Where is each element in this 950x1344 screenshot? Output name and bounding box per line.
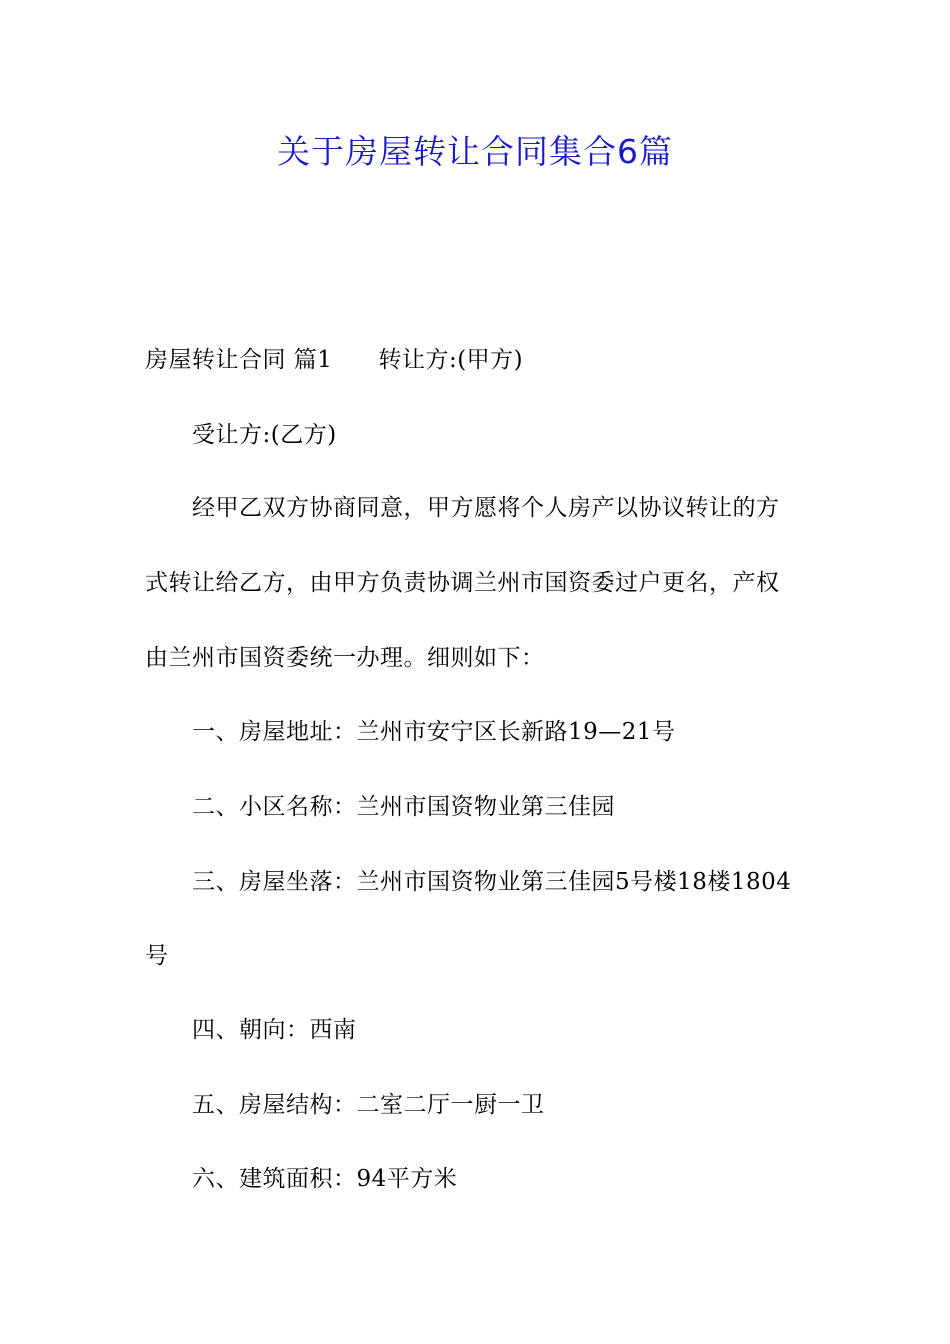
paragraph-line: 由兰州市国资委统一办理。细则如下： xyxy=(145,645,545,671)
paragraph-line: 经甲乙双方协商同意，甲方愿将个人房产以协议转让的方 xyxy=(192,495,780,521)
clause-community-name: 二、小区名称：兰州市国资物业第三佳园 xyxy=(192,794,615,820)
transferee-label: 受让方:(乙方) xyxy=(192,422,337,448)
contract-heading: 房屋转让合同 篇1 xyxy=(145,347,333,373)
clause-address: 一、房屋地址：兰州市安宁区长新路19—21号 xyxy=(192,719,676,745)
clause-location: 三、房屋坐落：兰州市国资物业第三佳园5号楼18楼1804 xyxy=(192,869,792,895)
paragraph-line: 式转让给乙方，由甲方负责协调兰州市国资委过户更名，产权 xyxy=(145,570,780,596)
document-title: 关于房屋转让合同集合6篇 xyxy=(277,132,673,171)
contract-heading-line xyxy=(145,343,523,377)
clause-structure: 五、房屋结构：二室二厅一厨一卫 xyxy=(192,1092,545,1118)
clause-orientation: 四、朝向：西南 xyxy=(192,1017,357,1043)
clause-location-continued: 号 xyxy=(145,943,169,969)
clause-floor-area: 六、建筑面积：94平方米 xyxy=(192,1166,458,1192)
transferor-label: 转让方:(甲方) xyxy=(378,347,524,373)
